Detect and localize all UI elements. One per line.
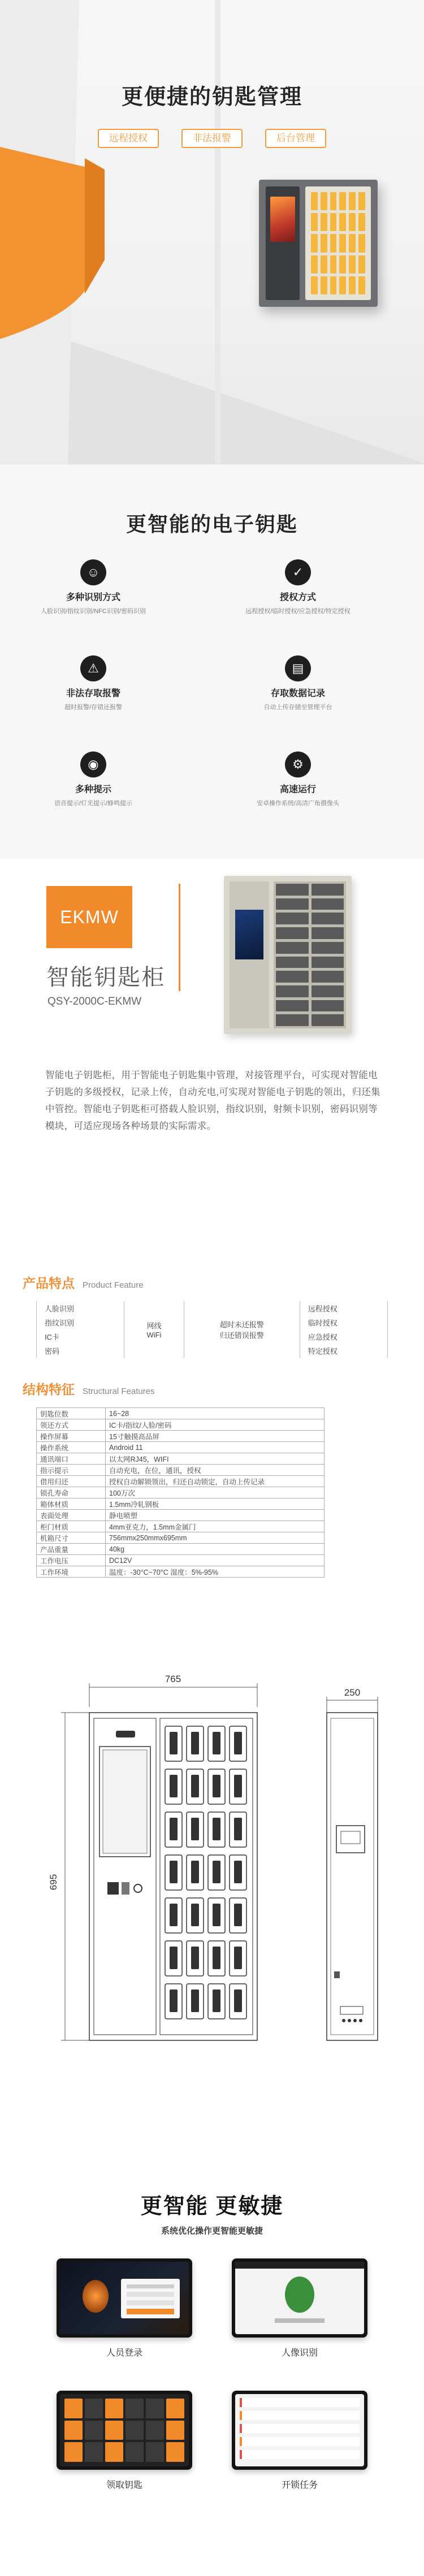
section-title-cn: 产品特点 [23,1276,75,1291]
key-slot [349,213,356,231]
key-tile[interactable] [85,2421,103,2440]
feature-name: 多种提示 [75,785,111,794]
product-feature-section [0,1273,424,1379]
screenshot-take-key [57,2391,192,2470]
feature-desc: 超时报警/存错还报警 [64,704,123,711]
drawing-key [213,1989,220,2012]
key-cabinet-photo [224,876,352,1034]
spec-value: 40kg [106,1544,325,1555]
drawing-key [170,1732,178,1754]
key-slot [311,192,318,210]
key-slot [349,255,356,273]
cabinet-control-panel [230,881,269,1028]
key-tile[interactable] [166,2421,184,2440]
section-title-cn: 结构特征 [23,1382,75,1397]
drawing-key [213,1775,220,1797]
drawing-key [234,1861,242,1883]
drawing-key [234,1989,242,2012]
feature-illegal-alarm [28,655,158,711]
structural-features-section [0,1379,424,1634]
feature-name: 存取数据记录 [270,689,325,698]
task-row[interactable] [240,2424,360,2433]
face-avatar [285,2277,314,2313]
drawing-key [234,1947,242,1969]
feature-desc: 远程授权/临时授权/应急授权/特定授权 [245,608,351,615]
key-slot [311,255,318,273]
spec-key: 表面处理 [37,1510,106,1521]
divider [179,884,180,991]
cabinet-screen [270,197,295,242]
cabinet-key-slots [305,186,371,300]
task-row[interactable] [240,2411,360,2420]
feature-data-record [233,655,363,711]
drawing-key [191,1818,199,1840]
section-title-en: Product Feature [83,1280,144,1290]
feature-cell: 特定授权 [300,1344,387,1358]
tag-backend-management: 后台管理 [265,129,326,148]
spec-key: 机箱尺寸 [37,1532,106,1544]
spec-row [37,1544,325,1555]
key-slot [339,255,346,273]
screenshot-login [57,2258,192,2338]
key-tile[interactable] [64,2399,83,2418]
key-slot [311,1014,344,1026]
drawing-key [191,1775,199,1797]
spec-value: 100万次 [106,1487,325,1498]
feature-cell: 超时未还报警 [219,1320,264,1329]
hero-tags [0,129,424,148]
product-description-section [0,1067,424,1273]
feature-cell: 人脸识别 [37,1301,124,1315]
spec-value: 以太网RJ45，WIFI [106,1453,325,1465]
task-row[interactable] [240,2437,360,2446]
feature-desc: 语音提示/灯光提示/蜂鸣提示 [54,800,133,807]
spec-value: 自动充电，在位，通讯，授权 [106,1465,325,1476]
screenshot-caption: 开锁任务 [281,2481,318,2490]
key-tile[interactable] [64,2442,83,2462]
key-slot [358,213,365,231]
section-title: 更智能 更敏捷 [140,2195,284,2218]
key-tile[interactable] [85,2442,103,2462]
drawing-key [234,1818,242,1840]
key-slot [311,1000,344,1012]
spec-key: 钥匙位数 [37,1408,106,1419]
key-slot [276,913,309,924]
key-slot [311,942,344,954]
key-slot [349,234,356,252]
screenshot-caption: 人像识别 [281,2348,318,2358]
spec-key: 借用归还 [37,1476,106,1487]
login-panel [121,2279,180,2318]
key-slot [311,884,344,896]
login-graphic [83,2280,109,2313]
screenshot-caption: 领取钥匙 [106,2481,142,2490]
section-title-en: Structural Features [83,1387,155,1396]
spec-row [37,1431,325,1442]
spec-value: Android 11 [106,1442,325,1453]
drawing-key [191,1732,199,1754]
feature-recognition [28,559,158,615]
key-tile[interactable] [85,2399,103,2418]
drawing-key [234,1904,242,1926]
key-slot [339,234,346,252]
key-tile[interactable] [146,2399,164,2418]
drawing-key [170,1989,178,2012]
feature-high-speed [233,751,363,807]
feature-name: 多种识别方式 [66,593,120,602]
smarter-section [0,2148,424,2576]
spec-key: 产品重量 [37,1544,106,1555]
key-slot [311,957,344,968]
spec-value: DC12V [106,1555,325,1566]
drawing-key [191,1947,199,1969]
key-tile[interactable] [64,2421,83,2440]
key-slot [276,957,309,968]
key-slot [330,192,337,210]
spec-table [36,1408,325,1578]
spec-value: 温度：-30°C~70°C 湿度：5%-95% [106,1566,325,1578]
spec-key: 操作系统 [37,1442,106,1453]
smart-key-section [0,464,424,859]
spec-row [37,1419,325,1431]
feature-name: 高速运行 [279,785,316,794]
height-label: 695 [48,1874,59,1891]
key-slot [330,213,337,231]
depth-label: 250 [344,1687,361,1698]
key-slot [311,985,344,997]
feature-desc: 安卓操作系统/高清广角摄像头 [256,800,340,807]
spec-row [37,1453,325,1465]
key-slot [349,192,356,210]
feature-cell: 网线 [146,1322,162,1330]
side-view [327,1713,378,2040]
key-slot [276,985,309,997]
screenshot-caption: 人员登录 [106,2348,142,2358]
spec-key: 工作环境 [37,1566,106,1578]
drawing-key [213,1732,220,1754]
key-slot [276,1014,309,1026]
brand-logo: EKMW [46,886,132,948]
speed-icon: ⚙ [285,751,311,777]
spec-row [37,1487,325,1498]
key-slot [276,971,309,983]
spec-key: 工作电压 [37,1555,106,1566]
authorize-icon: ✓ [285,559,311,585]
key-slot [321,276,327,294]
drawing-key [191,1904,199,1926]
key-slot [330,255,337,273]
tag-remote-auth: 远程授权 [98,129,159,148]
feature-desc: 自动上传存储至管理平台 [263,704,332,711]
spec-row [37,1498,325,1510]
key-slot [276,942,309,954]
speaker-icon: ◉ [80,751,106,777]
feature-cell: WiFi [146,1331,162,1339]
spec-key: 箱体材质 [37,1498,106,1510]
feature-cell-group [184,1301,300,1358]
screenshot-unlock-task [232,2391,367,2470]
hero-section [0,0,424,464]
drawing-key [234,1732,242,1754]
key-tile[interactable] [166,2442,184,2462]
spec-value: 756mmx250mmx695mm [106,1532,325,1544]
key-slot [311,913,344,924]
feature-cell: IC卡 [37,1330,124,1344]
key-slot [311,971,344,983]
tag-illegal-alarm: 非法报警 [181,129,243,148]
key-slot [339,276,346,294]
key-slot [330,276,337,294]
key-tile[interactable] [105,2442,123,2462]
key-slot [339,213,346,231]
key-slot [349,276,356,294]
spec-row [37,1465,325,1476]
spec-value: 授权自动解锁领出，归还自动锁定，自动上传记录 [106,1476,325,1487]
section-header [23,1273,144,1292]
product-intro-section [0,859,424,1067]
feature-cell-group [124,1301,184,1358]
feature-cell: 远程授权 [300,1301,387,1315]
spec-row [37,1476,325,1487]
feature-name: 授权方式 [279,593,316,602]
spec-key: 领还方式 [37,1419,106,1431]
key-tile[interactable] [166,2399,184,2418]
task-row[interactable] [240,2450,360,2459]
feature-desc: 人脸识别/指纹识别/NFC识别/密码识别 [41,608,146,615]
spec-key: 通讯端口 [37,1453,106,1465]
drawing-key [170,1861,178,1883]
drawing-key [170,1775,178,1797]
spec-row [37,1442,325,1453]
spec-value: IC卡/指纹/人脸/密码 [106,1419,325,1431]
drawing-key [213,1818,220,1840]
key-slot [358,255,365,273]
key-slot [276,927,309,939]
key-tile[interactable] [146,2421,164,2440]
key-slot [276,1000,309,1012]
key-tile[interactable] [146,2442,164,2462]
feature-cell: 指纹识别 [37,1315,124,1330]
spec-key: 指示提示 [37,1465,106,1476]
task-row[interactable] [240,2398,360,2407]
key-slot [339,192,346,210]
section-header [23,1379,155,1398]
key-slot [358,276,365,294]
front-view [89,1713,257,2040]
drawing-key [191,1989,199,2012]
drawing-key [191,1861,199,1883]
key-slot [358,234,365,252]
spec-value: 15寸触摸高品屏 [106,1431,325,1442]
spec-row [37,1566,325,1578]
feature-cell: 归还错误报警 [219,1331,264,1340]
key-slot [276,884,309,896]
face-scan-icon: ☺ [80,559,106,585]
product-name: 智能钥匙柜 [46,965,165,990]
key-slot [311,927,344,939]
spec-row [37,1521,325,1532]
key-tile[interactable] [126,2442,144,2462]
feature-cell: 应急授权 [300,1330,387,1344]
cabinet-key-slots [274,881,346,1028]
key-slot [321,213,327,231]
spec-value: 静电喷塑 [106,1510,325,1521]
key-slot [321,234,327,252]
drawing-key [170,1904,178,1926]
feature-name: 非法存取报警 [66,689,120,698]
feature-cell: 临时授权 [300,1315,387,1330]
record-icon: ▤ [285,655,311,681]
spec-value: 4mm亚克力，1.5mm金属门 [106,1521,325,1532]
feature-prompts [28,751,158,807]
key-slot [311,898,344,910]
width-label: 765 [165,1674,181,1684]
product-feature-table [36,1301,388,1358]
spec-row [37,1532,325,1544]
spec-key: 锁孔寿命 [37,1487,106,1498]
key-cabinet-image [259,180,378,307]
drawing-key [234,1775,242,1797]
key-slot [358,192,365,210]
dimension-drawing-section [0,1634,424,2148]
key-slot [321,192,327,210]
spec-row [37,1408,325,1419]
product-description: 智能电子钥匙柜，用于智能电子钥匙集中管理，对接管理平台，可实现对智能电子钥匙的多级授权，记录上传，自动充电,可实现对智能电子钥匙的领出，归还集中管控。智能电子钥匙柜可搭载人脸识别，指纹识别，射频卡识别，密码识别等模块，可适应现场各种场景的实际需求。 [45,1070,380,1131]
spec-key: 柜门材质 [37,1521,106,1532]
key-slot [311,276,318,294]
cabinet-screen [235,910,263,959]
feature-authorization [233,559,363,615]
dimension-drawing [0,1634,424,2148]
spec-value: 1.5mm冷轧钢板 [106,1498,325,1510]
section-title: 更智能的电子钥匙 [126,512,298,536]
key-slot [321,255,327,273]
product-model: QSY-2000C-EKMW [47,996,142,1007]
drawing-key [170,1947,178,1969]
section-subtitle: 系统优化操作更智能更敏捷 [161,2226,263,2236]
drawing-key [213,1904,220,1926]
key-tile[interactable] [105,2399,123,2418]
spec-value: 16~28 [106,1408,325,1419]
key-slot [330,234,337,252]
cabinet-control-panel [266,186,300,300]
spec-row [37,1510,325,1521]
spec-row [37,1555,325,1566]
key-slot [311,213,318,231]
screenshot-face-recognition [232,2258,367,2338]
drawing-key [170,1818,178,1840]
drawing-key [213,1861,220,1883]
feature-cell: 密码 [37,1344,124,1358]
alarm-icon: ⚠ [80,655,106,681]
key-tile[interactable] [105,2421,123,2440]
spec-key: 操作屏幕 [37,1431,106,1442]
key-slot [311,234,318,252]
key-tile[interactable] [126,2399,144,2418]
drawing-key [213,1947,220,1969]
key-tile[interactable] [126,2421,144,2440]
key-slot [276,898,309,910]
hero-title: 更便捷的钥匙管理 [121,85,302,109]
